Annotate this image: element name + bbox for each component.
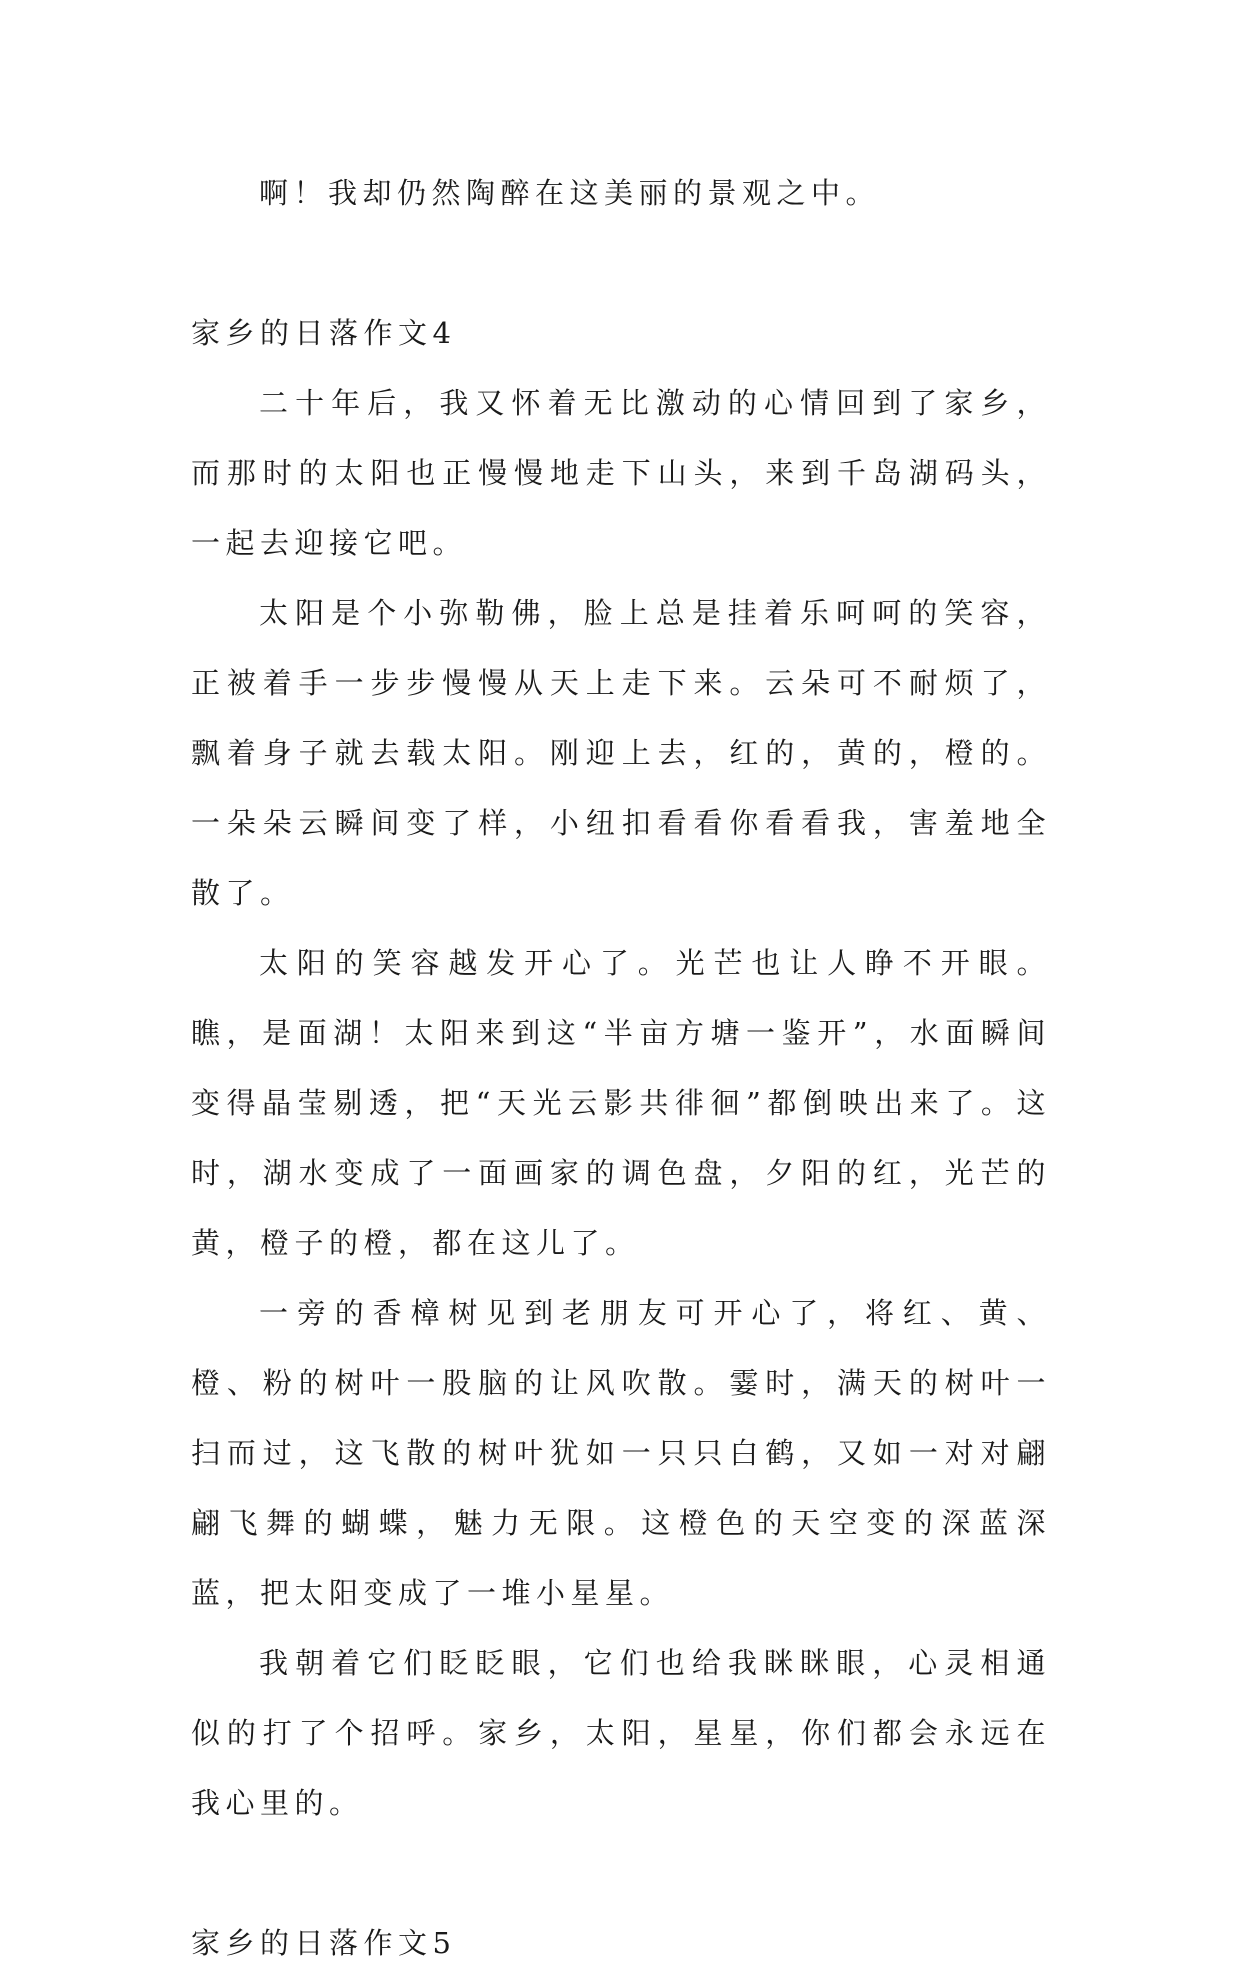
paragraph-1: 二十年后，我又怀着无比激动的心情回到了家乡，而那时的太阳也正慢慢地走下山头，来到千岛湖码头，一起去迎接它吧。 [191, 386, 1051, 560]
paragraph-closing: 啊！我却仍然陶醉在这美丽的景观之中。 [259, 176, 881, 210]
essay-4-title: 家乡的日落作文4 [191, 316, 457, 350]
paragraph-2: 太阳是个小弥勒佛，脸上总是挂着乐呵呵的笑容，正被着手一步步慢慢从天上走下来。云朵可不耐烦了，飘着身子就去载太阳。刚迎上去，红的，黄的，橙的。一朵朵云瞬间变了样，小纽扣看看你看看我，害羞地全散了。 [191, 596, 1051, 910]
paragraph-3: 太阳的笑容越发开心了。光芒也让人睁不开眼。瞧，是面湖！太阳来到这“半亩方塘一鉴开”，水面瞬间变得晶莹剔透，把“天光云影共徘徊”都倒映出来了。这时，湖水变成了一面画家的调色盘，夕阳的红，光芒的黄，橙子的橙，都在这儿了。 [191, 946, 1051, 1260]
section-gap [191, 1838, 1051, 1908]
paragraph-4: 一旁的香樟树见到老朋友可开心了，将红、黄、橙、粉的树叶一股脑的让风吹散。霎时，满天的树叶一扫而过，这飞散的树叶犹如一只只白鹤，又如一对对翩翩飞舞的蝴蝶，魅力无限。这橙色的天空变的深蓝深蓝，把太阳变成了一堆小星星。 [191, 1296, 1051, 1610]
section-gap [191, 228, 1051, 298]
paragraph-5: 我朝着它们眨眨眼，它们也给我眯眯眼，心灵相通似的打了个招呼。家乡，太阳，星星，你们都会永远在我心里的。 [191, 1646, 1051, 1820]
document-body [191, 158, 1051, 1978]
essay-5-title: 家乡的日落作文5 [191, 1926, 457, 1960]
